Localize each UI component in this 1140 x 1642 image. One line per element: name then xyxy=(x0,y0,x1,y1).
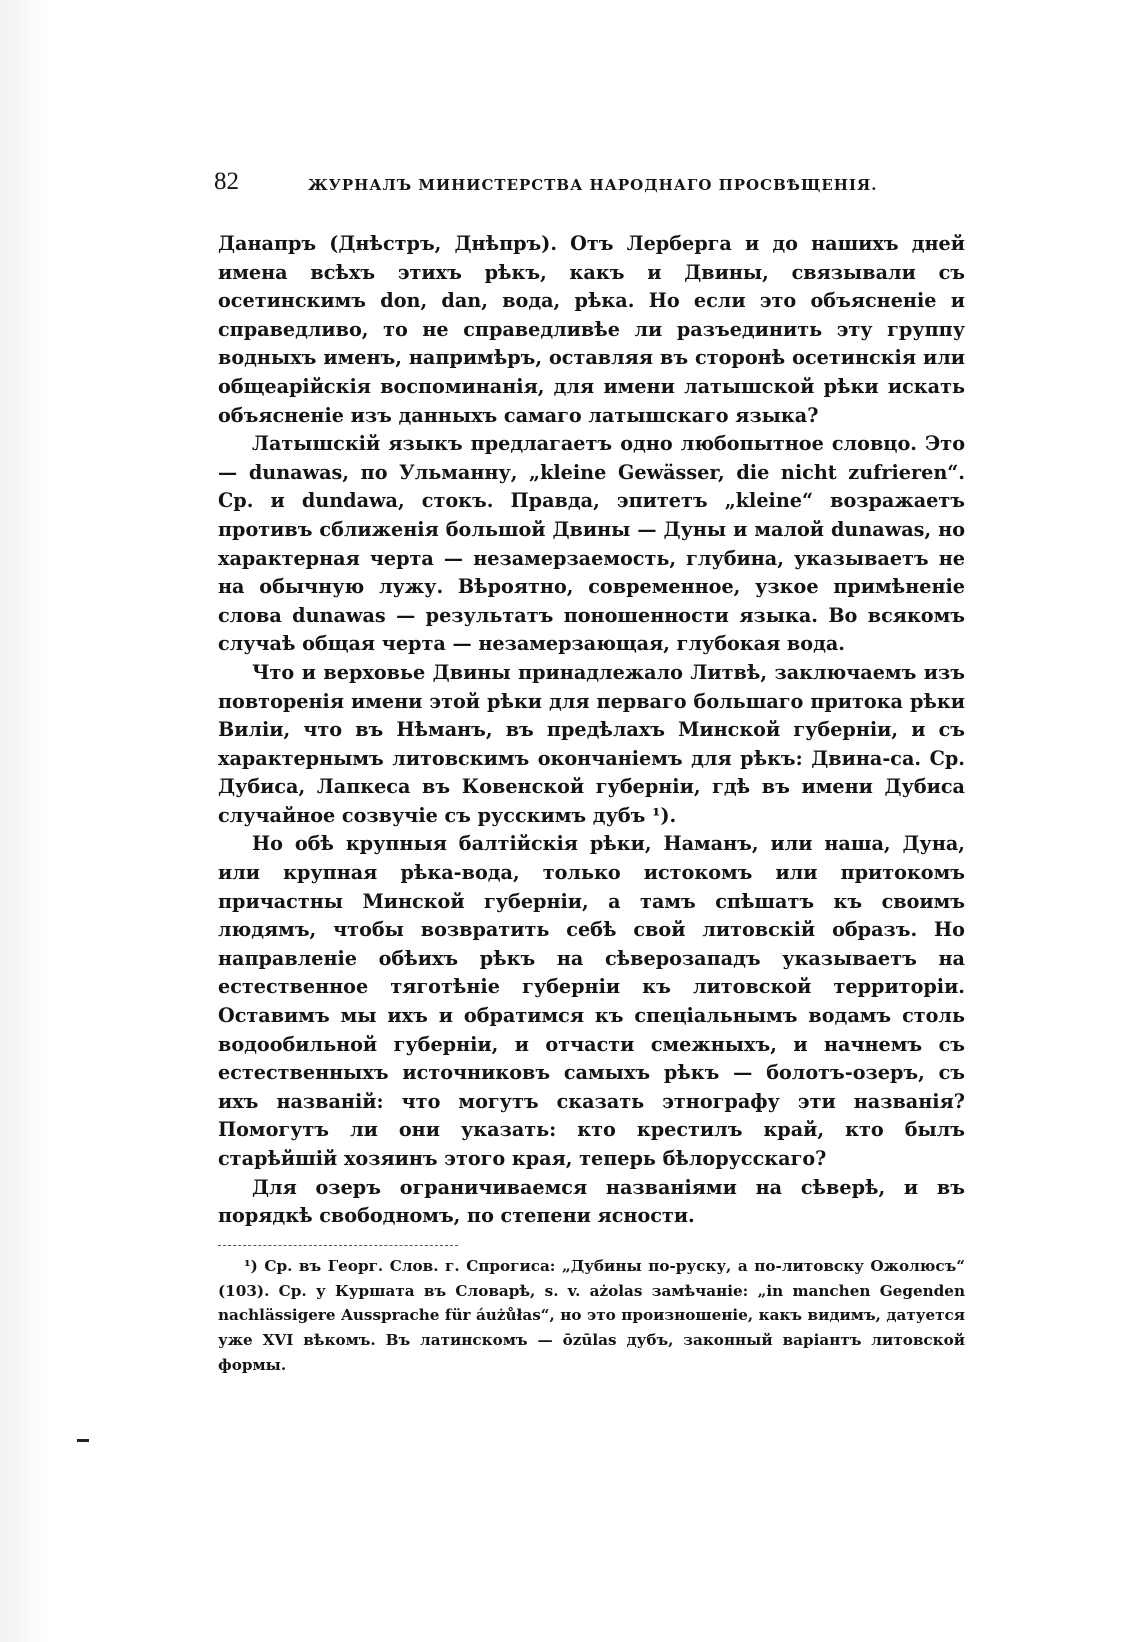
page-header xyxy=(214,168,965,202)
paragraph-1: Данапръ (Днѣстръ, Днѣпръ). Отъ Лерберга и до нашихъ дней имена всѣхъ этихъ рѣкъ, какъ и Двины, связывали съ осетинскимъ don, dan, вода, рѣка. Но если это объясненіе и справедливо, то не справедливѣе ли разъединить эту группу водныхъ именъ, напримѣръ, оставляя въ сторонѣ осетинскія или общеарійскія воспоминанія, для имени латышской рѣки искать объясненіе изъ данныхъ самаго латышскаго языка? xyxy=(218,232,965,427)
scan-edge-shading xyxy=(0,0,48,1642)
footnote-divider xyxy=(218,1245,458,1246)
paragraph-2: Латышскій языкъ предлагаетъ одно любопытное словцо. Это — dunawas, по Ульманну, „kleine Gewässer, die nicht zufrieren“. Ср. и dundawa, стокъ. Правда, эпитетъ „kleine“ возражаетъ противъ сближенія большой Двины — Дуны и малой dunawas, но характерная черта — незамерзаемость, глубина, указываетъ не на обычную лужу. Вѣроятно, современное, узкое примѣненіе слова dunawas — результатъ поношенности языка. Во всякомъ случаѣ общая черта — незамерзающая, глубокая вода. xyxy=(218,432,965,656)
running-title: ЖУРНАЛЪ МИНИСТЕРСТВА НАРОДНАГО ПРОСВѢЩЕНІЯ. xyxy=(308,176,878,194)
paragraph-4: Но обѣ крупныя балтійскія рѣки, Наманъ, или наша, Дуна, или крупная рѣка-вода, только истокомъ или притокомъ причастны Минской губерніи, а тамъ спѣшатъ къ своимъ людямъ, чтобы возвратить себѣ свой литовскій образъ. Но направленіе обѣихъ рѣкъ на сѣверозападъ указываетъ на естественное тяготѣніе губерніи къ литовской территоріи. Оставимъ мы ихъ и обратимся къ спеціальнымъ водамъ столь водообильной губерніи, и отчасти смежныхъ, и начнемъ съ естественныхъ источниковъ самыхъ рѣкъ — болотъ-озеръ, съ ихъ названій: что могутъ сказать этнографу эти названія? Помогутъ ли они указать: кто крестилъ край, кто былъ старѣйшій хозяинъ этого края, теперь бѣлорусскаго? xyxy=(218,832,965,1170)
paragraph-5: Для озеръ ограничиваемся названіями на сѣверѣ, и въ порядкѣ свободномъ, по степени ясности. xyxy=(218,1175,965,1228)
paragraph-3: Что и верховье Двины принадлежало Литвѣ, заключаемъ изъ повторенія имени этой рѣки для перваго большаго притока рѣки Виліи, что въ Нѣманъ, въ предѣлахъ Минской губерніи, и съ характернымъ литовскимъ окончаніемъ для рѣкъ: Двина-са. Ср. Дубиса, Лапкеса въ Ковенской губерніи, гдѣ въ имени Дубиса случайное созвучіе съ русскимъ дубъ ¹). xyxy=(218,660,965,827)
page-number: 82 xyxy=(214,168,239,195)
margin-mark xyxy=(77,1439,89,1442)
footnote-1: ¹) Ср. въ Георг. Слов. г. Спрогиса: „Дубины по-руску, а по-литовску Ожолюсъ“ (103). Ср. у Куршата въ Словарѣ, s. v. ażolas замѣчаніе: „in manchen Gegenden nachlässigere Aussprache für áużůłas“, но это произношеніе, какъ видимъ, датуется уже XVI вѣкомъ. Въ латинскомъ — ōzūlas дубъ, законный варіантъ литовской формы. xyxy=(218,1256,965,1374)
book-page xyxy=(214,168,965,1378)
